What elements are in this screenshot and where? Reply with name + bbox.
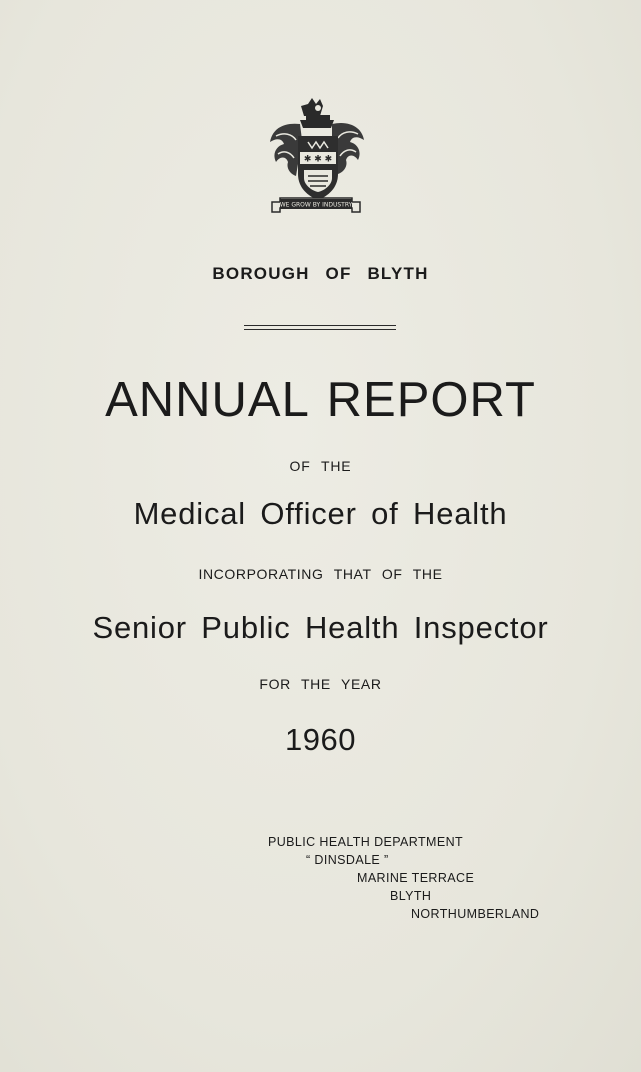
report-year: 1960 [285,722,356,757]
address-street: MARINE TERRACE [357,871,475,885]
inspector-title: Senior Public Health Inspector [92,610,549,645]
address-town: BLYTH [390,889,432,903]
incorporating-label: INCORPORATING THAT OF THE [198,566,443,582]
officer-title: Medical Officer of Health [133,496,508,531]
report-title: ANNUAL REPORT [105,373,536,427]
svg-text:✱ ✱ ✱: ✱ ✱ ✱ [303,154,333,165]
double-rule-bottom [244,329,396,330]
for-the-year-label: FOR THE YEAR [259,676,382,692]
borough-crest-icon [262,96,370,220]
address-county: NORTHUMBERLAND [411,907,540,921]
crest-motto: WE GROW BY INDUSTRY [279,201,353,209]
of-the-label: OF THE [289,458,352,474]
address-building: “ DINSDALE ” [306,853,389,867]
borough-heading: BOROUGH OF BLYTH [212,264,429,283]
address-department: PUBLIC HEALTH DEPARTMENT [268,835,464,849]
double-rule-top [244,325,396,326]
